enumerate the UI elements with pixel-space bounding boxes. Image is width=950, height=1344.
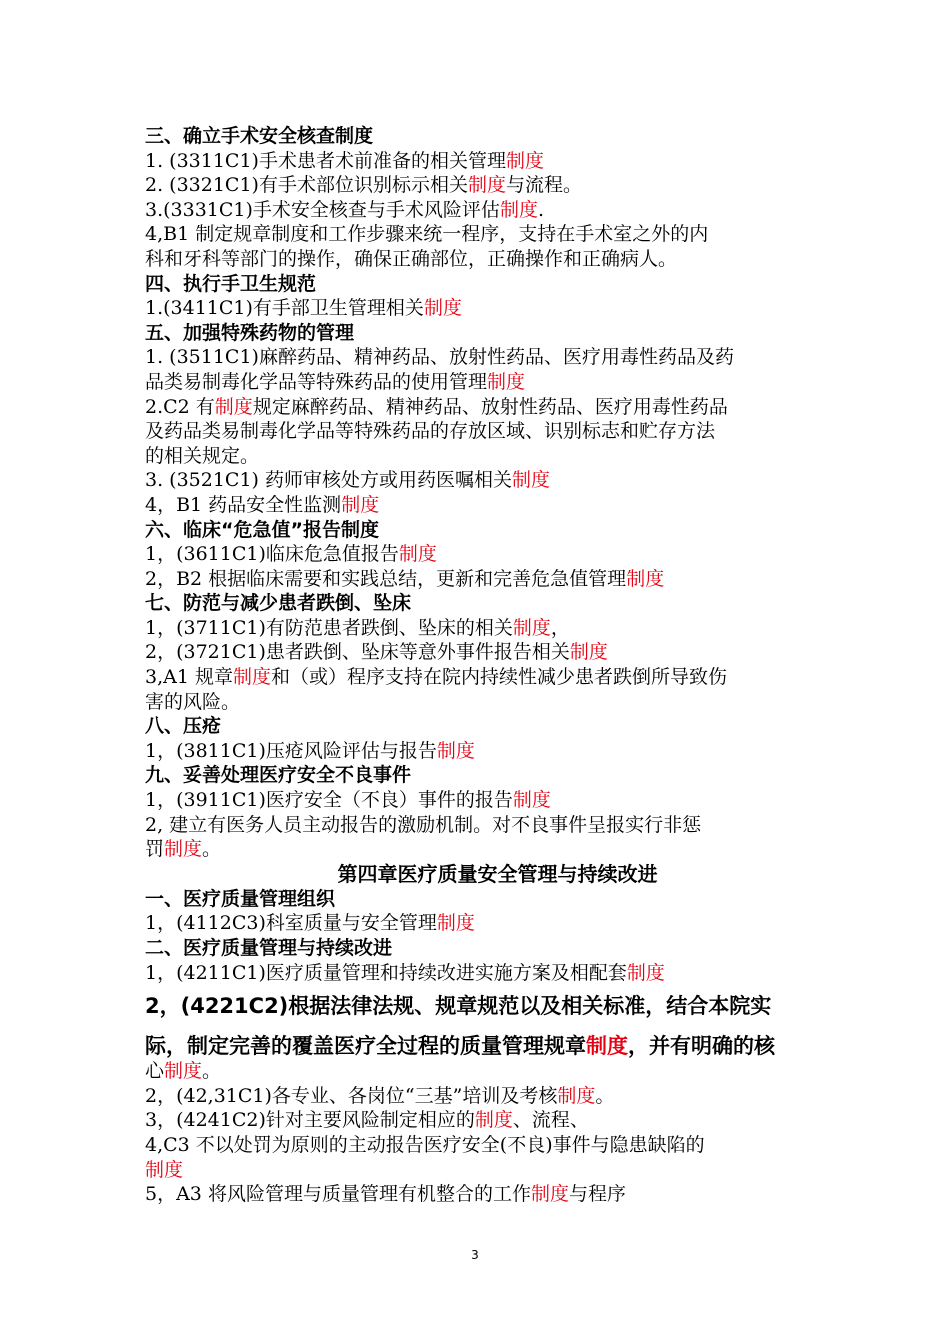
text-segment: 。 [202, 1060, 222, 1083]
highlighted-term: 制度 [499, 198, 538, 221]
text-line [145, 296, 810, 321]
text-segment: 1，(3611C1)临床危急值报告 [145, 543, 399, 566]
text-segment: 1. (3311C1)手术患者术前准备的相关管理 [145, 149, 506, 172]
text-segment: 八、压疮 [145, 715, 222, 738]
text-segment: 2.C2 有 [145, 395, 215, 418]
text-line [145, 567, 810, 592]
text-segment: 际，制定完善的覆盖医疗全过程的质量管理规章 [145, 1034, 586, 1059]
highlighted-term: 制度 [512, 789, 551, 812]
text-segment: 1，(3811C1)压疮风险评估与报告 [145, 739, 437, 762]
text-segment: 4,B1 制定规章制度和工作步骤来统一程序，支持在手术室之外的内 [145, 223, 709, 246]
text-segment: 规定麻醉药品、精神药品、放射性药品、医疗用毒性药品 [252, 395, 728, 418]
text-segment: 3.(3331C1)手术安全核查与手术风险评估 [145, 198, 500, 221]
text-segment: 六、临床“危急值”报告制度 [145, 518, 379, 541]
text-line [145, 837, 810, 862]
highlighted-term: 制度 [232, 666, 271, 689]
text-segment: 的相关规定。 [145, 444, 260, 467]
text-line [145, 222, 810, 247]
text-segment: 。 [202, 838, 222, 861]
highlighted-term: 制度 [423, 297, 462, 320]
section-heading [145, 321, 810, 346]
text-segment: 5，A3 将风险管理与质量管理有机整合的工作 [145, 1183, 531, 1206]
text-line [145, 1059, 810, 1084]
text-segment: 及药品类易制毒化学品等特殊药品的存放区域、识别标志和贮存方法 [145, 420, 716, 443]
text-segment: 2，(4221C2)根据法律法规、规章规范以及相关标准，结合本院实 [145, 994, 772, 1019]
text-line [145, 395, 810, 420]
text-segment: 二、医疗质量管理与持续改进 [145, 937, 393, 959]
text-segment: 1，(4112C3)科室质量与安全管理 [145, 912, 437, 935]
text-line [145, 1158, 810, 1183]
text-line [145, 616, 810, 641]
text-line [145, 247, 810, 272]
text-segment: 品类易制毒化学品等特殊药品的使用管理 [145, 370, 488, 393]
highlighted-term: 制度 [214, 395, 253, 418]
section-heading [145, 272, 810, 297]
highlighted-term: 制度 [474, 1109, 513, 1132]
highlighted-term: 制度 [512, 616, 551, 639]
emphasized-line [145, 993, 810, 1019]
text-segment: 2，(42,31C1)各专业、各岗位“三基”培训及考核 [145, 1084, 558, 1107]
text-line [145, 198, 810, 223]
text-segment: 2. (3321C1)有手术部位识别标示相关 [145, 174, 468, 197]
text-segment: 第四章医疗质量安全管理与持续改进 [337, 861, 658, 886]
text-segment: 2，(3721C1)患者跌倒、坠床等意外事件报告相关 [145, 641, 570, 664]
text-segment: 1. (3511C1)麻醉药品、精神药品、放射性药品、医疗用毒性药品及药 [145, 346, 734, 369]
text-segment: 2，B2 根据临床需要和实践总结，更新和完善危急值管理 [145, 567, 627, 590]
highlighted-term: 制度 [626, 961, 665, 984]
text-line [145, 813, 810, 838]
text-line [145, 961, 810, 986]
text-segment: 1，(3711C1)有防范患者跌倒、坠床的相关 [145, 616, 513, 639]
section-heading [145, 124, 810, 149]
text-line [145, 370, 810, 395]
highlighted-term: 制度 [487, 370, 526, 393]
text-line [145, 911, 810, 936]
chapter-title [145, 862, 810, 887]
text-line [145, 149, 810, 174]
text-segment: 三、确立手术安全核查制度 [145, 125, 374, 147]
section-heading [145, 763, 810, 788]
text-line [145, 665, 810, 690]
text-segment: 七、防范与减少患者跌倒、坠床 [145, 592, 412, 615]
section-heading [145, 887, 810, 912]
text-line [145, 1133, 810, 1158]
text-line [145, 1182, 810, 1207]
text-segment: 3，(4241C2)针对主要风险制定相应的 [145, 1109, 475, 1132]
highlighted-term: 制度 [530, 1183, 569, 1206]
highlighted-term: 制度 [467, 174, 506, 197]
emphasized-line [145, 1033, 810, 1059]
text-line [145, 640, 810, 665]
highlighted-term: 制度 [569, 641, 608, 664]
text-line [145, 444, 810, 469]
text-segment: 害的风险。 [145, 690, 241, 713]
document-body [145, 124, 810, 1207]
text-segment: 五、加强特殊药物的管理 [145, 321, 355, 344]
highlighted-term: 制度 [512, 469, 551, 492]
highlighted-term: 制度 [164, 1060, 203, 1083]
highlighted-term: 制度 [341, 493, 380, 516]
text-line [145, 788, 810, 813]
text-segment: 1.(3411C1)有手部卫生管理相关 [145, 297, 424, 320]
text-segment: 和（或）程序支持在院内持续性减少患者跌倒所导致伤 [271, 666, 728, 689]
highlighted-term: 制度 [398, 543, 437, 566]
section-heading [145, 714, 810, 739]
text-segment: 1，(3911C1)医疗安全（不良）事件的报告 [145, 789, 513, 812]
text-line [145, 419, 810, 444]
text-segment: 九、妥善处理医疗安全不良事件 [145, 764, 412, 787]
section-heading [145, 518, 810, 543]
text-segment: 3. (3521C1) 药师审核处方或用药医嘱相关 [145, 469, 513, 492]
text-segment: 2, 建立有医务人员主动报告的激励机制。对不良事件呈报实行非惩 [145, 813, 702, 836]
text-line [145, 1108, 810, 1133]
highlighted-term: 制度 [164, 838, 203, 861]
section-heading [145, 936, 810, 961]
highlighted-term: 制度 [145, 1158, 184, 1181]
text-line [145, 1084, 810, 1109]
text-segment: 罚 [145, 838, 165, 861]
text-line [145, 493, 810, 518]
text-line [145, 468, 810, 493]
text-segment: . [537, 198, 544, 221]
text-segment: 与程序 [568, 1183, 626, 1206]
text-line [145, 345, 810, 370]
text-segment: 一、医疗质量管理组织 [145, 887, 336, 910]
text-line [145, 542, 810, 567]
highlighted-term: 制度 [505, 149, 544, 172]
text-segment: 、流程、 [512, 1109, 589, 1132]
highlighted-term: 制度 [436, 912, 475, 935]
text-segment: 与流程。 [506, 174, 583, 197]
highlighted-term: 制度 [586, 1034, 628, 1059]
highlighted-term: 制度 [557, 1084, 596, 1107]
text-segment: 4，B1 药品安全性监测 [145, 493, 342, 516]
text-segment: 3,A1 规章 [145, 666, 233, 689]
text-segment: 。 [595, 1084, 615, 1107]
text-segment: 四、执行手卫生规范 [145, 272, 317, 295]
text-line [145, 690, 810, 715]
text-segment: ，并有明确的核 [628, 1034, 775, 1059]
highlighted-term: 制度 [626, 567, 665, 590]
section-heading [145, 591, 810, 616]
text-segment: ， [550, 616, 570, 639]
text-segment: 心 [145, 1060, 165, 1083]
text-line [145, 739, 810, 764]
page-number: 3 [471, 1248, 479, 1262]
text-segment: 4,C3 不以处罚为原则的主动报告医疗安全(不良)事件与隐患缺陷的 [145, 1133, 705, 1156]
highlighted-term: 制度 [436, 739, 475, 762]
text-line [145, 173, 810, 198]
text-segment: 1，(4211C1)医疗质量管理和持续改进实施方案及相配套 [145, 961, 627, 984]
text-segment: 科和牙科等部门的操作，确保正确部位，正确操作和正确病人。 [145, 247, 678, 270]
